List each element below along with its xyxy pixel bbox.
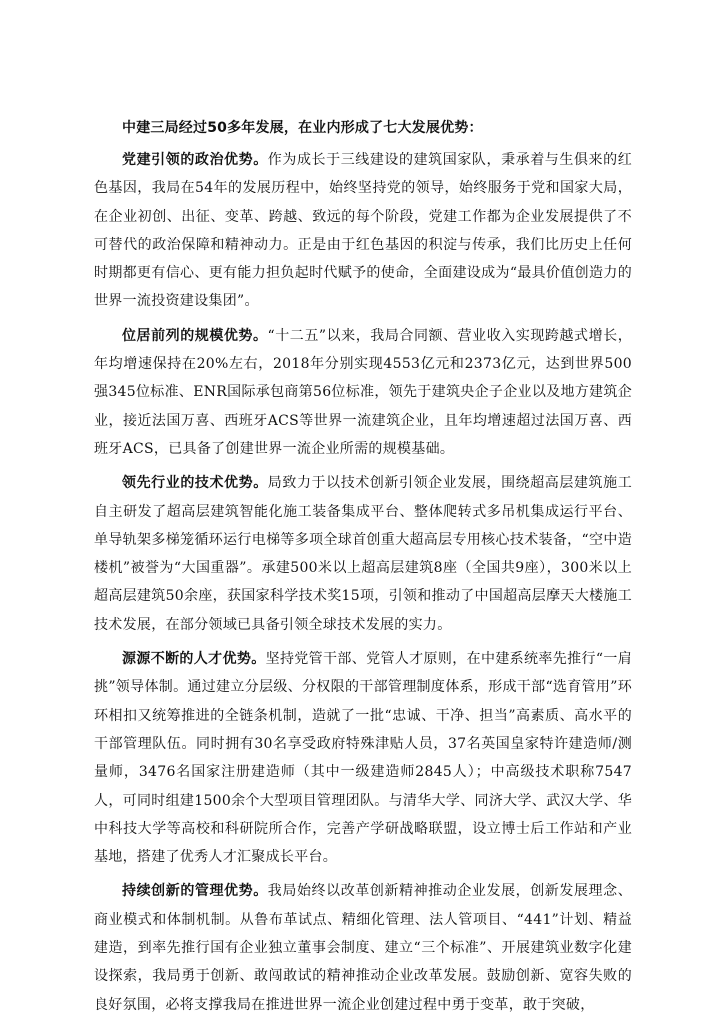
- paragraph-talent-advantage: [94, 645, 632, 871]
- paragraph-lead: 领先行业的技术优势。: [122, 475, 268, 492]
- paragraph-text: 坚持党管干部、党管人才原则，在中建系统率先推行“一肩挑”领导体制。通过建立分层级、分权限的干部管理制度体系，形成干部“选育管用”环环相扣又统筹推进的全链条机制，造就了一批“忠诚、干净、担当”高素质、高水平的干部管理队伍。同时拥有30名享受政府特殊津贴人员，37名英国皇家特许建造师/测量师，3476名国家注册建造师（其中一级建造师2845人）；中高级技术职称7547人，可同时组建1500余个大型项目管理团队。与清华大学、同济大学、武汉大学、华中科技大学等高校和科研院所合作，完善产学研战略联盟，设立博士后工作站和产业基地，搭建了优秀人才汇聚成长平台。: [94, 651, 633, 866]
- paragraph-text: 我局始终以改革创新精神推动企业发展，创新发展理念、商业模式和体制机制。从鲁布革试点、精细化管理、法人管项目、“441”计划、精益建造，到率先推行国有企业独立董事会制度、建立“三个标准”、开展建筑业数字化建设探索，我局勇于创新、敢闯敢试的精神推动企业改革发展。鼓励创新、宽容失败的良好氛围，必将支撑我局在推进世界一流企业创建过程中勇于变革，敢于突破，: [94, 883, 633, 1013]
- paragraph-scale-advantage: [94, 322, 632, 463]
- paragraph-lead: 位居前列的规模优势。: [122, 327, 268, 344]
- paragraph-lead: 持续创新的管理优势。: [122, 883, 268, 900]
- paragraph-technology-advantage: [94, 469, 632, 639]
- paragraph-text: 局致力于以技术创新引领企业发展，围绕超高层建筑施工自主研发了超高层建筑智能化施工装备集成平台、整体爬转式多吊机集成运行平台、单导轨架多梯笼循环运行电梯等多项全球首创重大超高层专用核心技术装备，“空中造楼机”被誉为“大国重器”。承建500米以上超高层建筑8座（全国共9座），300米以上超高层建筑50余座，获国家科学技术奖15项，引领和推动了中国超高层摩天大楼施工技术发展，在部分领域已具备引领全球技术发展的实力。: [94, 475, 633, 633]
- document-page: [94, 116, 632, 1025]
- paragraph-text: “十二五”以来，我局合同额、营业收入实现跨越式增长，年均增速保持在20%左右，2018年分别实现4553亿元和2373亿元，达到世界500强345位标准、ENR国际承包商第56位标准，领先于建筑央企子企业以及地方建筑企业，接近法国万喜、西班牙ACS等世界一流建筑企业，且年均增速超过法国万喜、西班牙ACS，已具备了创建世界一流企业所需的规模基础。: [94, 327, 632, 457]
- paragraph-text: 作为成长于三线建设的建筑国家队，秉承着与生俱来的红色基因，我局在54年的发展历程中，始终坚持党的领导，始终服务于党和国家大局，在企业初创、出征、变革、跨越、致远的每个阶段，党建工作都为企业发展提供了不可替代的政治保障和精神动力。正是由于红色基因的积淀与传承，我们比历史上任何时期都更有信心、更有能力担负起时代赋予的使命，全面建设成为“最具价值创造力的世界一流投资建设集团”。: [94, 152, 633, 310]
- paragraph-lead: 源源不断的人才优势。: [122, 651, 266, 668]
- paragraph-lead: 党建引领的政治优势。: [122, 152, 268, 168]
- paragraph-political-advantage: [94, 146, 632, 316]
- paragraph-management-advantage: [94, 877, 632, 1018]
- document-heading: 中建三局经过50多年发展，在业内形成了七大发展优势：: [122, 120, 483, 136]
